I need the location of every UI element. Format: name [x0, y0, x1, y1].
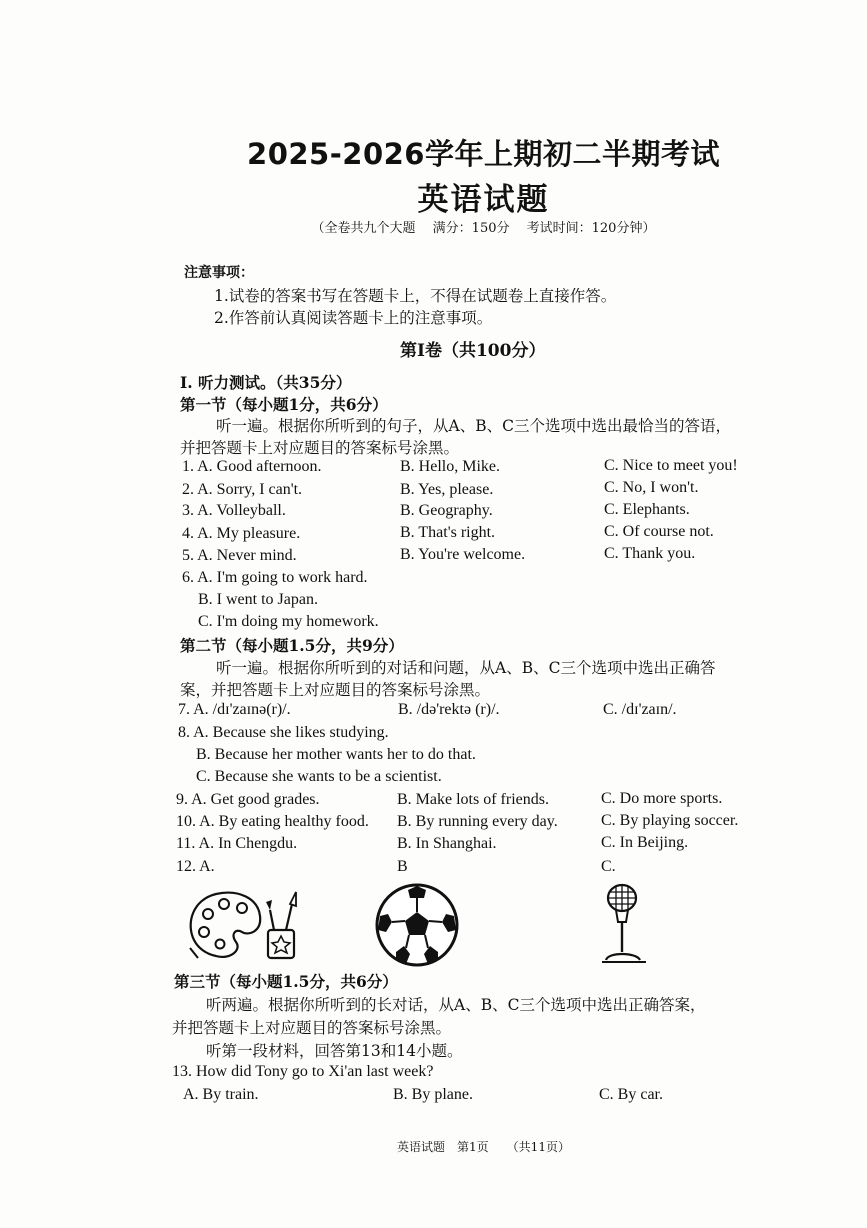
q6-option-b: B. I went to Japan.	[198, 591, 318, 608]
sec3-title: 第三节（每小题1.5分，共6分）	[174, 972, 398, 991]
q11-option-c: C. In Beijing.	[601, 834, 689, 851]
q9-option-b: B. Make lots of friends.	[397, 791, 549, 808]
q2-option-c: C. No, I won't.	[604, 479, 699, 496]
page-footer: 英语试题 第1页 （共11页）	[397, 1140, 570, 1154]
q5-option-c: C. Thank you.	[604, 545, 696, 562]
q8-option-c: C. Because she wants to be a scientist.	[196, 768, 442, 785]
q1-option-b: B. Hello, Mike.	[400, 458, 500, 475]
sec1-instruction-2: 并把答题卡上对应题目的答案标号涂黑。	[180, 439, 460, 457]
q12-option-b: B	[397, 858, 408, 875]
q7-option-a: 7. A. /dɪ'zaɪnə(r)/.	[178, 701, 291, 718]
q10-option-b: B. By running every day.	[397, 813, 558, 830]
q6-option-c: C. I'm doing my homework.	[198, 613, 379, 630]
sec2-instruction-1: 听一遍。根据你所听到的对话和问题，从A、B、C三个选项中选出正确答	[216, 659, 716, 677]
q1-option-a: 1. A. Good afternoon.	[182, 458, 322, 475]
sec3-instruction-1: 听两遍。根据你所听到的长对话，从A、B、C三个选项中选出正确答案，	[206, 996, 706, 1014]
subject-title: 英语试题	[417, 182, 550, 218]
q5-option-b: B. You're welcome.	[400, 546, 526, 563]
q9-option-a: 9. A. Get good grades.	[176, 791, 320, 808]
q9-option-c: C. Do more sports.	[601, 790, 723, 807]
q1-option-c: C. Nice to meet you!	[604, 457, 738, 474]
q8-option-a: 8. A. Because she likes studying.	[178, 724, 389, 741]
q4-option-c: C. Of course not.	[604, 523, 714, 540]
q5-option-a: 5. A. Never mind.	[182, 547, 297, 564]
q4-option-a: 4. A. My pleasure.	[182, 525, 301, 542]
q2-option-b: B. Yes, please.	[400, 481, 494, 498]
q6-option-a: 6. A. I'm going to work hard.	[182, 569, 368, 586]
q13-option-c: C. By car.	[599, 1086, 663, 1103]
q13-question: 13. How did Tony go to Xi'an last week?	[172, 1063, 434, 1080]
q11-option-a: 11. A. In Chengdu.	[176, 835, 298, 852]
volume-title: 第Ⅰ卷（共100分）	[400, 341, 546, 361]
q3-option-c: C. Elephants.	[604, 501, 690, 518]
q10-option-c: C. By playing soccer.	[601, 812, 739, 829]
sec2-title: 第二节（每小题1.5分，共9分）	[180, 636, 404, 655]
q13-option-a: A. By train.	[183, 1086, 259, 1103]
q3-option-a: 3. A. Volleyball.	[182, 502, 286, 519]
q7-option-b: B. /də'rektə (r)/.	[398, 701, 500, 718]
exam-meta: （全卷共九个大题 满分：150分 考试时间：120分钟）	[311, 221, 656, 236]
q10-option-a: 10. A. By eating healthy food.	[176, 813, 369, 830]
notice-heading: 注意事项：	[184, 265, 254, 281]
q8-option-b: B. Because her mother wants her to do that.	[196, 746, 476, 763]
notice-item-2: 2.作答前认真阅读答题卡上的注意事项。	[214, 309, 493, 327]
sec3-instruction-3: 听第一段材料，回答第13和14小题。	[206, 1042, 463, 1060]
sec1-title: 第一节（每小题1分，共6分）	[180, 395, 388, 414]
soccer-ball-icon	[374, 882, 460, 968]
q12-option-c: C.	[601, 858, 616, 875]
q4-option-b: B. That's right.	[400, 524, 496, 541]
q7-option-c: C. /dɪ'zaɪn/.	[603, 701, 677, 718]
q11-option-b: B. In Shanghai.	[397, 835, 497, 852]
exam-title: 2025-2026学年上期初二半期考试	[247, 137, 720, 171]
palette-icon	[186, 888, 304, 962]
sec1-instruction-1: 听一遍。根据你所听到的句子，从A、B、C三个选项中选出最恰当的答语，	[216, 417, 731, 435]
part1-title: I. 听力测试。（共35分）	[180, 373, 352, 392]
sec2-instruction-2: 案，并把答题卡上对应题目的答案标号涂黑。	[180, 681, 491, 699]
q13-option-b: B. By plane.	[393, 1086, 473, 1103]
q12-option-a: 12. A.	[176, 858, 215, 875]
notice-item-1: 1.试卷的答案书写在答题卡上，不得在试题卷上直接作答。	[214, 287, 617, 305]
q2-option-a: 2. A. Sorry, I can't.	[182, 481, 303, 498]
q3-option-b: B. Geography.	[400, 502, 493, 519]
microphone-icon	[598, 882, 652, 966]
sec3-instruction-2: 并把答题卡上对应题目的答案标号涂黑。	[172, 1019, 452, 1037]
